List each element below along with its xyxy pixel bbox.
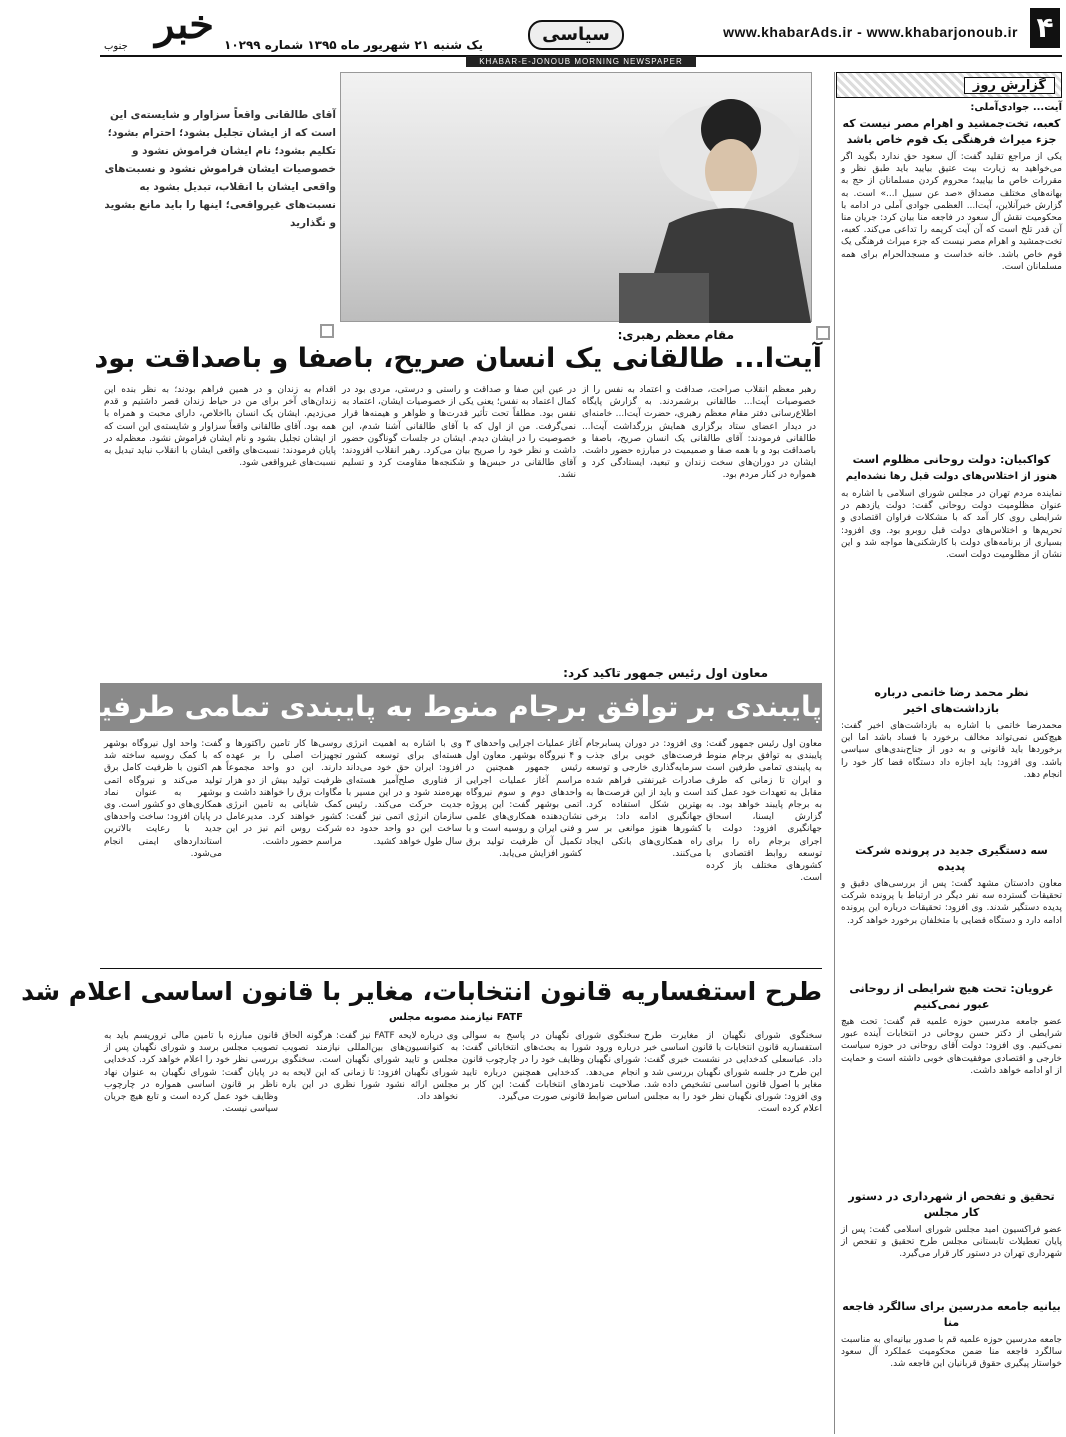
sidebar-article-body: نماینده مردم تهران در مجلس شورای اسلامی با اشاره به عنوان مظلومیت دولت روحانی گفت: دولت یازدهم در شرایطی روی کار آمد که با مشکلات فراوان اقتصادی و تحریم‌ها و اختلاس‌های دولت قبل روبرو بود. وی افزود: بسیاری از برنامه‌های دولت با کارشکنی‌ها مواجه شد و این نشان از مظلومیت دولت است. [841, 489, 1062, 561]
newspaper-logo [102, 2, 214, 54]
page-number: ۴ [1030, 8, 1060, 48]
lead-kicker: مقام معظم رهبری: [617, 328, 734, 342]
quote-mark-icon [320, 324, 334, 338]
second-column: روسی‌ها کار تامین راکتورها و تجهیزات اصلی را بر عهده دارند. این دو واحد مجموعاً ظرفیت تولید بیش از دو هزار مگاوات برق را خواهند داشت و کمک شایانی به تامین انرژی کشور خواهند کرد. مدیرعامل شرکت روس اتم نیز در این مراسم حضور داشت. [226, 739, 342, 847]
third-subtitle: FATF نیازمند مصوبه مجلس [389, 1012, 523, 1023]
second-column: آغاز عملیات اجرایی واحدهای ۳ و ۴ نیروگاه بوشهر. معاون اول رئیس جمهور همچنین در مراسم آغاز عملیات اجرایی واحدهای دوم و سوم نیروگاه اتمی بوشهر گفت: این پروژه نشان‌دهنده همکاری‌های علمی و فنی ایران و روسیه است و با تکمیل آن ظرفیت تولید برق کشور افزایش می‌یابد. [466, 739, 582, 859]
lead-photo [340, 72, 812, 322]
sidebar-article-body: جامعه مدرسین حوزه علمیه قم با صدور بیانیه‌ای به مناسبت سالگرد فاجعه منا ضمن محکومیت عملکرد آل سعود خواستار پیگیری حقوق قربانیان این فاجعه شد. [841, 1335, 1062, 1370]
sidebar-lead-body: یکی از مراجع تقلید گفت: آل سعود حق ندارد بگوید اگر می‌خواهید به زیارت بیت عتیق بیایید باید طبق نظر و مقررات خاص ما بیایید؛ محروم کردن مسلمانان از حج به بهانه‌های مختلف مصداق «صد عن سبیل ا...» است. به گزارش خبرآنلاین، آیت‌ا... العظمی جوادی آملی در ادامه با محکومیت نقش آل سعود در فاجعه منا بیان کرد: جریان منا آن قدر تلخ است که آن آیت کریمه را تداعی می‌کند. کعبه، تخت‌جمشید و اهرام مصر نیست که جزء میراث فرهنگی یک قوم خاص باشد. خانه خداست و مسجدالحرام برای همه مسلمانان است. [841, 152, 1062, 272]
second-column: وی با اشاره به اهمیت انرژی هسته‌ای برای توسعه کشور افزود: ایران حق خود می‌داند از فناوری صلح‌آمیز هسته‌ای بهره‌مند شود و در این مسیر با جدیت حرکت می‌کند. رئیس سازمان انرژی اتمی نیز گفت: ساخت این دو واحد حدود ده سال طول خواهد کشید. [346, 739, 462, 847]
second-headline-banner [0, 683, 822, 731]
portrait-illustration [339, 73, 811, 323]
second-column: گفت: واحد اول نیروگاه بوشهر که با کمک روسیه ساخته شد هم اکنون با ظرفیت کامل برق تولید می‌کند و نیروگاه اتمی بوشهر به عنوان نماد همکاری‌های دو کشور است. وی در پایان افزود: ساخت واحدهای جدید با رعایت بالاترین استانداردهای ایمنی انجام می‌شود. [104, 739, 222, 859]
third-headline: طرح استفساریه قانون انتخابات، مغایر با قانون اساسی اعلام شد [21, 977, 822, 1006]
sidebar-lead-title: کعبه، تخت‌جمشید و اهرام مصر نیست که جزء میراث فرهنگی یک قوم خاص باشد [842, 117, 1061, 146]
third-column: سخنگوی شورای نگهبان در پاسخ به سوالی درباره ورود شورا به بحث‌های انتخاباتی گفت: شورای نگهبان وظایف خود را در چارچوب قانون انجام می‌دهد. کدخدایی همچنین درباره تایید صلاحیت نامزدهای انتخابات گفت: این کار بر اساس ضوابط قانونی صورت می‌گیرد. [462, 1031, 640, 1103]
second-column: وی افزود: در دوران پسابرجام فرصت‌های خوبی برای جذب سرمایه‌گذاری خارجی و توسعه صادرات غیرنفتی فراهم شده است و باید از این فرصت‌ها به بهترین شکل استفاده کرد. جهانگیری ادامه داد: برخی کشورها هنوز موانعی بر سر راه همکاری‌های بانکی ایجاد می‌کنند. [586, 739, 702, 859]
third-column: سخنگوی شورای نگهبان از مغایرت طرح استفساریه قانون انتخابات با قانون اساسی خبر داد. عباسعلی کدخدایی در نشست خبری گفت: این طرح در جلسه شورای نگهبان بررسی شد و مغایر با اصول قانون اساسی تشخیص داده شد. وی افزود: شورای نگهبان نظر خود را به مجلس اعلام کرده است. [644, 1031, 822, 1115]
sidebar-article-body: عضو جامعه مدرسین حوزه علمیه قم گفت: تحت هیچ شرایطی از دکتر حسن روحانی در انتخابات آینده عبور نمی‌کنیم. وی افزود: دولت آقای روحانی در حوزه سیاست خارجی و اقتصادی موفقیت‌های خوبی داشته است و حمایت از او ادامه خواهد داشت. [841, 1017, 1062, 1076]
sidebar-article-title: تحقیق و تفحص از شهرداری در دستور کار مجلس [848, 1190, 1055, 1219]
lead-column: رهبر معظم انقلاب صراحت، صداقت و اعتماد به نفس را از خصوصیات آیت‌ا... طالقانی برشمردند. به گزارش پایگاه اطلاع‌رسانی دفتر مقام معظم رهبری، حضرت آیت‌ا... خامنه‌ای در دیدار اعضای ستاد برگزاری همایش بزرگداشت آیت‌ا... طالقانی فرمودند: آقای طالقانی یک انسان صریح، باصفا و باصداقت بود و با همه صفا و صمیمیت در مبارزه حضور داشت. ایشان در دوران‌های سخت زندان و تبعید، ایستادگی کرد و همواره در کنار مردم بود. [582, 385, 816, 481]
second-kicker: معاون اول رئیس جمهور تاکید کرد: [563, 666, 768, 680]
second-headline: پایبندی بر توافق برجام منوط به پایبندی تمامی طرفین است [0, 690, 822, 723]
sidebar-byline: آیت... جوادی‌آملی: [970, 102, 1062, 113]
second-column: معاون اول رئیس جمهور گفت: پایبندی به توافق برجام منوط به پایبندی تمامی طرفین است و ایران تا زمانی که طرف مقابل به تعهدات خود عمل کند به برجام پایبند خواهد بود. به گزارش ایسنا، اسحاق جهانگیری افزود: دولت با اجرای برجام راه را برای توسعه روابط اقتصادی با کشورهای مختلف باز کرده است. [706, 739, 822, 884]
dateline: یک شنبه ۲۱ شهریور ماه ۱۳۹۵ شماره ۱۰۲۹۹ [224, 38, 483, 52]
masthead [96, 0, 1066, 58]
lead-headline: آیت‌ا... طالقانی یک انسان صریح، باصفا و باصداقت بود [94, 343, 822, 374]
sidebar-article-title: کواکبیان: دولت روحانی مظلوم است [852, 453, 1051, 466]
story-divider [100, 968, 822, 969]
sidebar-article-title: بیانیه جامعه مدرسین برای سالگرد فاجعه منا [842, 1300, 1061, 1329]
masthead-ribbon: KHABAR-E-JONOUB MORNING NEWSPAPER [466, 56, 696, 67]
sidebar-article-title: نظر محمد رضا خاتمی درباره بازداشت‌های اخیر [874, 686, 1029, 715]
logo-text: خبر [155, 1, 214, 48]
third-column: وی درباره لایحه FATF نیز گفت: هرگونه الحاق به کنوانسیون‌های بین‌المللی نیازمند تصویب مجلس و تایید شورای نگهبان است. سخنگوی شورای نگهبان افزود: تا زمانی که این لایحه به مجلس ارائه نشود شورا نظری در این باره نخواهد داد. [282, 1031, 458, 1103]
website-urls[interactable]: www.khabarAds.ir - www.khabarjonoub.ir [723, 24, 1018, 40]
lead-column: در عین این صفا و صداقت و راستی و درستی، مردی بود در کمال اعتماد به نفس؛ یعنی یکی از خصوصیات ایشان، اعتماد به نفس بود. مطلقاً تحت تأثیر قدرت‌ها و ظواهر و هیمنه‌ها قرار نمی‌گرفت. من از اول که با آقای طالقانی آشنا شدم، این خصوصیت را در ایشان دیدم. ایشان در جلسات گوناگون حضور داشت و نظر خود را صریح بیان می‌کرد. رهبر انقلاب افزودند: آقای طالقانی در حبس‌ها و شکنجه‌ها مقاومت کرد و تسلیم نشد. [342, 385, 576, 481]
sidebar-article-title: غرویان: تحت هیچ شرایطی از روحانی عبور نمی‌کنیم [849, 982, 1054, 1011]
logo-subtitle: جنوب [104, 41, 128, 52]
section-label: سیاسی [528, 20, 624, 50]
sidebar-article-subtitle: هنوز از اختلاس‌های دولت قبل رها نشده‌ایم [845, 471, 1058, 482]
sidebar-article-title: سه دستگیری جدید در پرونده شرکت پدیده [855, 844, 1048, 873]
sidebar-article-body: محمدرضا خاتمی با اشاره به بازداشت‌های اخیر گفت: هیچ‌کس نمی‌تواند مخالف برخورد با فساد باشد اما این برخوردها باید قانونی و به دور از جناح‌بندی‌های سیاسی باشد. وی افزود: باید اجازه داد دستگاه قضا کار خود را انجام دهد. [841, 721, 1062, 780]
section-marker-icon [816, 326, 830, 340]
pull-quote [104, 106, 336, 326]
sidebar-header-label: گزارش روز [964, 77, 1055, 94]
pull-quote-text: آقای طالقانی واقعاً سزاوار و شایسته‌ی این است که از ایشان تجلیل بشود؛ احترام بشود؛ تکلیم بشود؛ نام ایشان فراموش نشود و خصوصیات ایشان فراموش نشود و نسبت‌های واقعی ایشان با انقلاب، تبدیل بشود به نسبت‌های غیرواقعی؛ اینها را باید مانع بشوید و نگذارید [104, 109, 336, 229]
sidebar-daily-report [834, 72, 1062, 1434]
lead-column: اقدام به زندان و در همین فراهم بودند؛ به نظر بنده این زندان‌های آخر برای من در حیاط زندان قصر داشتیم و قدم می‌زدیم. ایشان یک انسان بااخلاص، دارای محبت و همراه با همه بود. آقای طالقانی واقعاً سزاوار و شایسته‌ی این است که از ایشان تجلیل بشود و نام ایشان فراموش نشود. معظم‌له در پایان فرمودند: نسبت‌های واقعی ایشان با انقلاب نباید تبدیل به نسبت‌های غیرواقعی شود. [104, 385, 336, 469]
sidebar-article-body: معاون دادستان مشهد گفت: پس از بررسی‌های دقیق و تحقیقات گسترده سه نفر دیگر در ارتباط با پرونده شرکت پدیده دستگیر شدند. وی افزود: تحقیقات درباره این پرونده ادامه دارد و دستگاه قضایی با متخلفان برخورد خواهد کرد. [841, 879, 1062, 926]
sidebar-article-body: عضو فراکسیون امید مجلس شورای اسلامی گفت: پس از پایان تعطیلات تابستانی مجلس طرح تحقیق و تفحص از شهرداری تهران در دستور کار قرار می‌گیرد. [841, 1225, 1062, 1260]
third-column: قانون مبارزه با تامین مالی تروریسم باید به تصویب مجلس برسد و شورای نگهبان پس از بررسی نظر خود را اعلام خواهد کرد. کدخدایی در پایان گفت: شورای نگهبان به عنوان نهاد ناظر بر قانون اساسی همواره در چارچوب وظایف خود عمل کرده است و تابع هیچ جریان سیاسی نیست. [104, 1031, 278, 1115]
sidebar-header [836, 72, 1062, 98]
